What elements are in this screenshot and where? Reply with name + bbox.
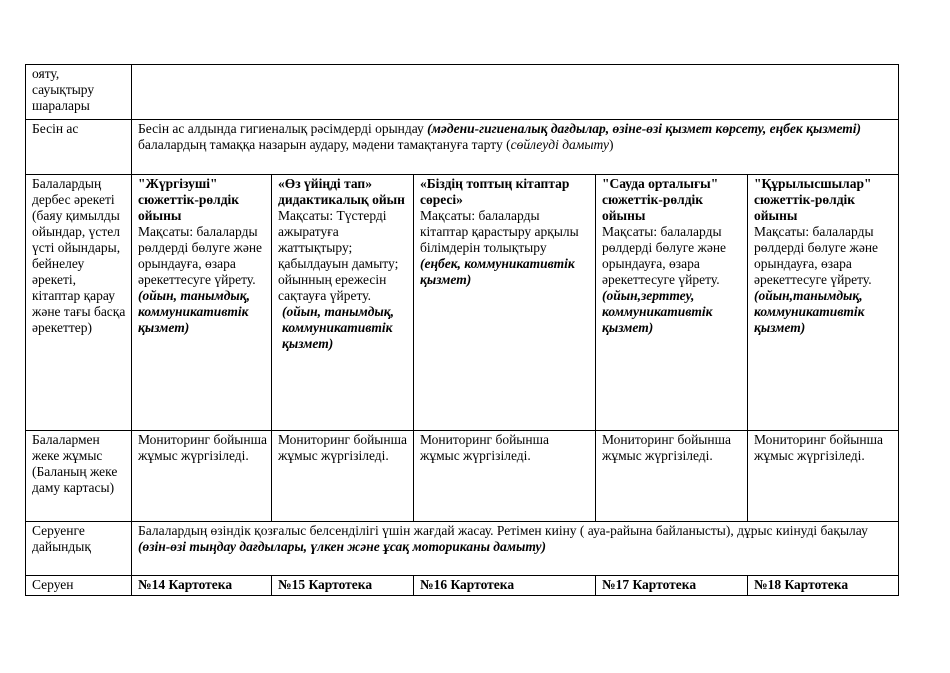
activity-tags: (ойын,танымдық, коммуникативтік қызмет) xyxy=(754,288,865,335)
row-label-individual: Балалармен жеке жұмыс (Баланың жеке даму картасы) xyxy=(26,431,132,522)
daily-plan-table xyxy=(25,64,899,596)
activity-cell xyxy=(272,175,414,431)
individual-cell: Мониторинг бойынша жұмыс жүргізіледі. xyxy=(748,431,899,522)
lunch-content-cell xyxy=(132,120,899,175)
activity-tags: (ойын,зерттеу, коммуникативтік қызмет) xyxy=(602,288,713,335)
activity-goal: Мақсаты: балаларды рөлдерді бөлуге және орындауға, өзара әрекеттесуге үйрету. xyxy=(602,224,727,287)
walk-prep-skills: (өзін-өзі тыңдау дағдылары, үлкен және ұсақ моториканы дамыту) xyxy=(138,539,547,554)
lunch-skills-1: (мәдени-гигиеналық дағдылар, өзіне-өзі қызмет көрсету, еңбек қызметі) xyxy=(427,121,862,136)
individual-cell: Мониторинг бойынша жұмыс жүргізіледі. xyxy=(272,431,414,522)
individual-cell: Мониторинг бойынша жұмыс жүргізіледі. xyxy=(132,431,272,522)
lunch-skills-2: сөйлеуді дамыту xyxy=(510,137,609,152)
activity-title: "Құрылысшылар" сюжеттік-рөлдік ойыны xyxy=(754,176,872,223)
activity-title: "Жүргізуші" сюжеттік-рөлдік ойыны xyxy=(138,176,240,223)
activity-tags: (ойын, танымдық, коммуникативтік қызмет) xyxy=(138,288,251,335)
awake-content-cell xyxy=(132,65,899,120)
activity-tags: (ойын, танымдық, коммуникативтік қызмет) xyxy=(282,304,395,351)
row-label-activity: Балалардың дербес әрекеті (баяу қимылды ойындар, үстел үсті ойындары, бейнелеу әрекеті, кітаптар қарау және тағы басқа әрекеттер) xyxy=(26,175,132,431)
row-walk xyxy=(26,576,899,596)
lunch-text-2: балалардың тамаққа назарын аудару, мәдени тамақтануға тарту ( xyxy=(138,137,511,152)
activity-cell xyxy=(748,175,899,431)
activity-goal: Мақсаты: балаларды рөлдерді бөлуге және орындауға, өзара әрекеттесуге үйрету. xyxy=(754,224,879,287)
lunch-text-1: Бесін ас алдында гигиеналық рәсімдерді орындау xyxy=(138,121,428,136)
walk-card-cell: №16 Картотека xyxy=(414,576,596,596)
row-individual xyxy=(26,431,899,522)
row-label-awake: ояту, сауықтыру шаралары xyxy=(26,65,132,120)
activity-goal: Мақсаты: балаларды рөлдерді бөлуге және орындауға, өзара әрекеттесуге үйрету. xyxy=(138,224,263,287)
walk-card-cell: №15 Картотека xyxy=(272,576,414,596)
activity-cell xyxy=(414,175,596,431)
activity-goal: Мақсаты: Түстерді ажыратуға жаттықтыру; қабылдауын дамыту; ойынның ережесін сақтауға үйрету. xyxy=(278,208,399,303)
walk-card-cell: №14 Картотека xyxy=(132,576,272,596)
row-label-walk-prep: Серуенге дайындық xyxy=(26,522,132,576)
individual-cell: Мониторинг бойынша жұмыс жүргізіледі. xyxy=(414,431,596,522)
activity-cell xyxy=(132,175,272,431)
row-label-lunch: Бесін ас xyxy=(26,120,132,175)
row-lunch xyxy=(26,120,899,175)
activity-title: «Өз үйіңді тап» дидактикалық ойын xyxy=(278,176,405,207)
walk-prep-content-cell xyxy=(132,522,899,576)
activity-title: «Біздің топтың кітаптар сөресі» xyxy=(420,176,570,207)
activity-tags: (еңбек, коммуникативтік қызмет) xyxy=(420,256,575,287)
lunch-text-3: ) xyxy=(608,137,614,152)
individual-cell: Мониторинг бойынша жұмыс жүргізіледі. xyxy=(596,431,748,522)
walk-card-cell: №17 Картотека xyxy=(596,576,748,596)
row-label-walk: Серуен xyxy=(26,576,132,596)
row-awake xyxy=(26,65,899,120)
activity-cell xyxy=(596,175,748,431)
walk-prep-text: Балалардың өзіндік қозғалыс белсенділігі үшін жағдай жасау. Ретімен киіну ( ауа-райына байланысты), дұрыс киінуді бақылау xyxy=(138,523,868,538)
row-activity xyxy=(26,175,899,431)
activity-goal: Мақсаты: балаларды кітаптар қарастыру арқылы білімдерін толықтыру xyxy=(420,208,579,255)
walk-card-cell: №18 Картотека xyxy=(748,576,899,596)
activity-title: "Сауда орталығы" сюжеттік-рөлдік ойыны xyxy=(602,176,719,223)
row-walk-prep xyxy=(26,522,899,576)
